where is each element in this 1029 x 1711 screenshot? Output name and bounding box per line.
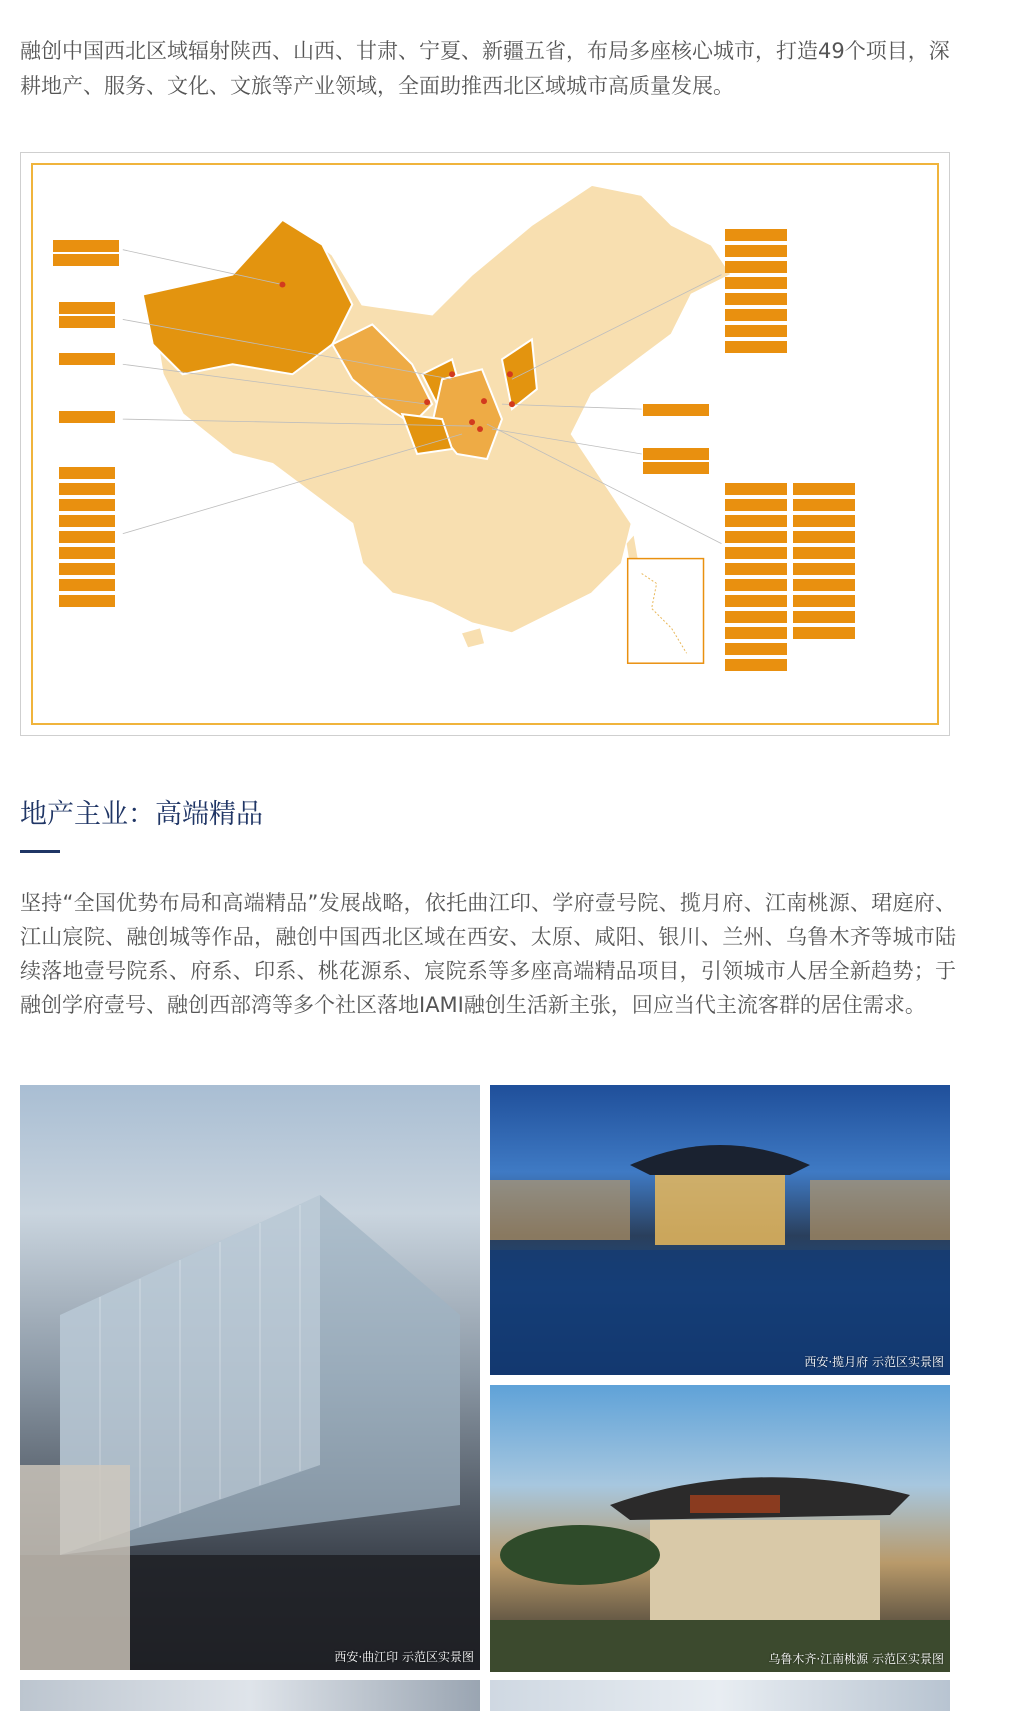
- intro-paragraph: 融创中国西北区域辐射陕西、山西、甘肃、宁夏、新疆五省，布局多座核心城市，打造49个项目，深耕地产、服务、文化、文旅等产业领域，全面助推西北区域城市高质量发展。: [20, 39, 950, 98]
- photo-xian-qujiangyin: [20, 1085, 480, 1670]
- map-tag: [59, 353, 115, 365]
- map-tag: [643, 404, 709, 416]
- map-tag: [725, 563, 787, 575]
- map-tag: [725, 499, 787, 511]
- region-map: [20, 152, 950, 736]
- map-tag: [793, 547, 855, 559]
- map-tag: [725, 293, 787, 305]
- photo-caption: 乌鲁木齐·江南桃源 示范区实景图: [768, 1652, 944, 1666]
- map-tag: [643, 462, 709, 474]
- map-tag: [725, 229, 787, 241]
- map-tag: [793, 579, 855, 591]
- map-pin-icon: [507, 371, 513, 377]
- map-tag: [725, 515, 787, 527]
- building-illustration: [20, 1085, 480, 1670]
- map-tag: [793, 531, 855, 543]
- map-tag: [725, 595, 787, 607]
- gate-illustration: [490, 1385, 950, 1672]
- photo-urumqi-jiangnantaoyuan: [490, 1385, 950, 1672]
- map-tag: [725, 579, 787, 591]
- china-map-graphic: [33, 165, 937, 723]
- section-body: 坚持“全国优势布局和高端精品”发展战略，依托曲江印、学府壹号院、揽月府、江南桃源、珺庭府、江山宸院、融创城等作品，融创中国西北区域在西安、太原、咸阳、银川、兰州、乌鲁木齐等城市陆续落地壹号院系、府系、印系、桃花源系、宸院系等多座高端精品项目，引领城市人居全新趋势；于融创学府壹号、融创西部湾等多个社区落地IAMI融创生活新主张，回应当代主流客群的居住需求。: [20, 891, 956, 1017]
- pavilion-illustration: [490, 1085, 950, 1375]
- island-hainan: [462, 628, 484, 647]
- map-tag: [793, 515, 855, 527]
- map-pin-icon: [449, 371, 455, 377]
- map-pin-icon: [481, 398, 487, 404]
- photo-partial-bottom-left: [20, 1680, 480, 1711]
- map-tag: [725, 531, 787, 543]
- map-tag: [59, 515, 115, 527]
- map-tag: [725, 627, 787, 639]
- map-tag: [59, 467, 115, 479]
- map-tag: [725, 309, 787, 321]
- photo-xian-lanyuefu: [490, 1085, 950, 1375]
- photo-partial-bottom-right: [490, 1680, 950, 1711]
- map-tag: [59, 563, 115, 575]
- map-tag: [59, 499, 115, 511]
- map-pin-icon: [469, 419, 475, 425]
- map-tag: [59, 411, 115, 423]
- map-tag: [59, 531, 115, 543]
- map-tag: [793, 499, 855, 511]
- region-xinjiang: [143, 220, 353, 374]
- map-tag: [725, 547, 787, 559]
- photo-caption: 西安·揽月府 示范区实景图: [804, 1355, 944, 1369]
- map-tag: [59, 483, 115, 495]
- map-tag: [793, 627, 855, 639]
- map-tag: [725, 245, 787, 257]
- map-tag: [725, 483, 787, 495]
- photo-caption: 西安·曲江印 示范区实景图: [334, 1650, 474, 1664]
- map-tag: [793, 611, 855, 623]
- map-tag: [59, 547, 115, 559]
- map-tag: [725, 341, 787, 353]
- map-tag: [53, 240, 119, 252]
- map-tag: [59, 595, 115, 607]
- map-tag: [59, 316, 115, 328]
- map-tag: [725, 611, 787, 623]
- map-tag: [725, 659, 787, 671]
- map-tag: [725, 643, 787, 655]
- section-title: 地产主业：高端精品: [20, 799, 263, 830]
- map-pin-icon: [424, 399, 430, 405]
- map-tag: [793, 483, 855, 495]
- title-underline: [20, 850, 60, 853]
- map-tag: [59, 302, 115, 314]
- map-inner-border: [31, 163, 939, 725]
- map-tag: [59, 579, 115, 591]
- map-tag: [643, 448, 709, 460]
- map-pin-icon: [509, 401, 515, 407]
- map-tag: [725, 325, 787, 337]
- map-tag: [793, 563, 855, 575]
- map-tag: [53, 254, 119, 266]
- map-tag: [725, 277, 787, 289]
- south-sea-inset: [628, 559, 704, 664]
- map-pin-icon: [279, 282, 285, 288]
- map-tag: [793, 595, 855, 607]
- map-pin-icon: [477, 426, 483, 432]
- map-tag: [725, 261, 787, 273]
